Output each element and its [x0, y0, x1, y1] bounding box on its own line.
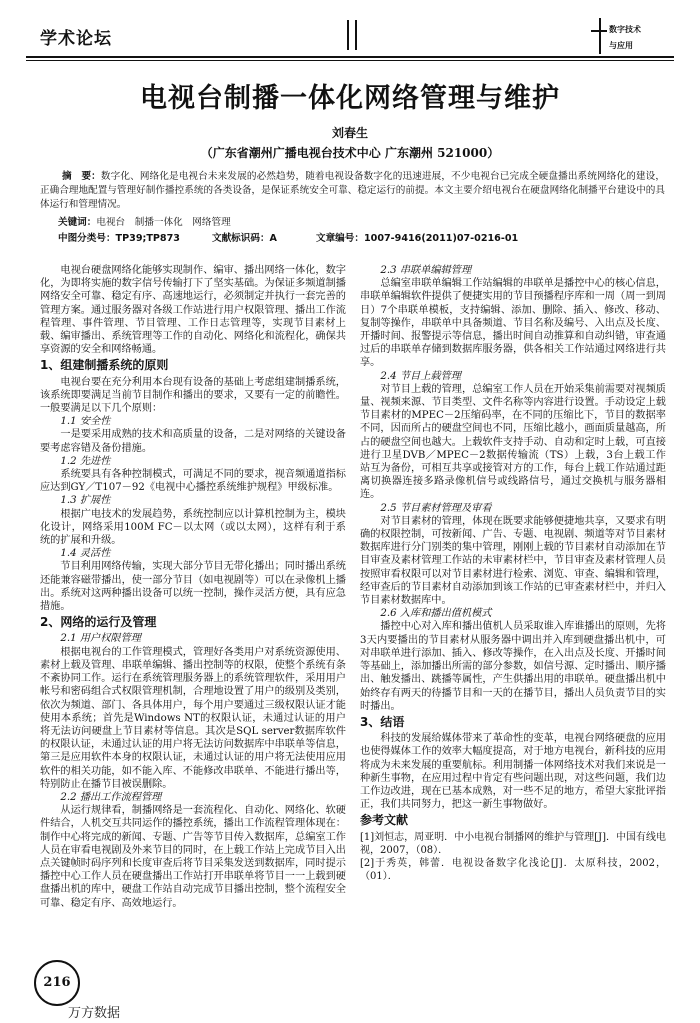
reference-item: [1]刘恒志，周亚明．中小电视台制播网的维护与管理[J]．中国有线电视，2007，（08）． — [360, 831, 666, 856]
subsection-heading: 1.4 灵活性 — [60, 548, 111, 560]
header-rule-thin — [26, 60, 674, 61]
subsection-heading: 2.3 串联单编辑管理 — [380, 265, 472, 276]
logo-line2: 与应用 — [609, 41, 633, 50]
page-number: 216 — [34, 960, 80, 1006]
keywords-text: 电视台 制播一体化 网络管理 — [96, 217, 231, 228]
header-rule — [26, 56, 674, 58]
paragraph: 科技的发展给媒体带来了革命性的变革，电视台网络硬盘的应用也使得媒体工作的效率大幅度提高，对于地方电视台，新科技的应用将成为未来发展的重要航标。利用制播一体网络技术对我们来说是一种新生事物，在应用过程中肯定有些问题出现，对这些问题，我们边工作边改进，现在已基本成熟，对一些不足的地方，希望大家批评指正，我们共同努力，把这一新生事物做好。 — [360, 733, 666, 811]
section-label: 学术论坛 — [40, 29, 112, 49]
subsection-heading: 1.1 安全性 — [60, 416, 111, 428]
section-heading: 2、网络的运行及管理 — [40, 615, 157, 630]
article-number: 文章编号：1007-9416(2011)07-0216-01 — [316, 233, 519, 244]
paragraph: 节目利用网络传输，实现大部分节目无带化播出；同时播出系统还能兼容磁带播出，使一部分节目（如电视剧等）可以在录像机上播出。系统对这两种播出设备可以统一控制，操作灵活方便，具有应急措施。 — [40, 561, 346, 613]
paragraph: 根据广电技术的发展趋势，系统控制应以计算机控制为主，模块化设计，网络采用100M FC－以太网（或以太网），这样有利于系统的扩展和升级。 — [40, 508, 346, 547]
journal-logo-icon — [585, 18, 675, 54]
paragraph: 对节目素材的管理，体现在既要求能够便捷地共享，又要求有明确的权限控制，可按新闻、广告、专题、电视剧、频道等对节目素材数据库进行分门别类的集中管理，刚刚上载的节目素材自动添加在节目审查及素材管理工作站的未审素材栏中，节目审查及素材管理人员按照审看权限可以对节目素材进行检索、浏览、审查、编辑和管理，经审查后的节目素材自动添加到该工作站的已审查素材栏中，并归入节目素材数据库中。 — [360, 515, 666, 607]
paragraph: 总编室串联单编辑工作站编辑的串联单是播控中心的核心信息，串联单编辑软件提供了便捷实用的节目预播程序库和一周（周一到周日）7个串联单模板，支持编辑、添加、删除、插入、修改、移动、复制等操作，串联单中具备频道、节目名称及编号、入出点及长度、开播时间、报警提示等信息，播出时间自动推算和自动纠错，审查通过后的串联单存储到数据库服务器，供各相关工作站通过网络进行共享。 — [360, 278, 666, 369]
section-heading: 1、组建制播系统的原则 — [40, 358, 169, 373]
paragraph: 对节目上载的管理，总编室工作人员在开始采集前需要对视频质量、视频来源、节目类型、文件名称等内容进行设置。手动设定上载节目素材的MPEC－2压缩码率，在不同的压缩比下，节目的数据率不同，因而所占的硬盘空间也不同，压缩比越小，画面质量越高，所占的硬盘空间也越大。上载软件支持手动、自动和定时上载，可直接进行卫星DVB／MPEC－2数据传输流（TS）上载，3台上载工作站互为备份，可相互共享或接管对方的工作，每台上载工作站通过距离切换器连接多路录像机信号或线路信号，通过交换机与服务器相连。 — [360, 383, 666, 501]
document-code: 文献标识码：A — [212, 233, 277, 244]
abstract-label: 摘 要： — [62, 171, 101, 182]
subsection-heading: 2.5 节目素材管理及审看 — [380, 502, 492, 514]
subsection-heading: 1.2 先进性 — [60, 455, 111, 467]
section-heading: 3、结语 — [360, 714, 405, 729]
right-column — [360, 264, 666, 883]
article-author: 刘春生 — [331, 126, 368, 140]
paragraph: 播控中心对入库和播出值机人员采取谁入库谁播出的原则，先将3天内要播出的节目素材从服务器中调出并入库到硬盘播出机中，可对串联单进行添加、插入、修改等操作，在入出点及长度、开播时间等基础上，添加播出所需的部分参数，如信号源、定时播出、顺序播出、触发播出、跳播等属性，产生供播出用的串联单。硬盘播出机中始终存有两天的待播节目和一天的在播节目，播出人员负责节目的实时播出。 — [360, 621, 666, 712]
subsection-heading: 2.6 入库和播出值机模式 — [380, 608, 492, 620]
intro-paragraph: 电视台硬盘网络化能够实现制作、编审、播出网络一体化，数字化，为即将实施的数字信号传输打下了坚实基础。为保证多频道制播网络安全可靠、稳定有序、高速地运行，必须制定并执行一套完善的管理方案。通过服务器对各级工作站进行用户权限管理、播出工作流程管理、事件管理、节目管理、工作日志管理等，实现节目素材上载、编审播出、系统管理等工作的自动化、网络化和流程化，确保共享资源的安全和网络畅通。 — [40, 265, 346, 356]
article-title: 电视台制播一体化网络管理与维护 — [140, 83, 560, 114]
footer-brand: 万方数据 — [68, 1006, 121, 1021]
paragraph: 从运行规律看，制播网络是一套流程化、自动化、网络化、软硬件结合，人机交互共同运作的播控系统，播出工作流程管理体现在：制作中心将完成的新闻、专题、广告等节目传入数据库，总编室工作人员在审看电视剧及外来节目的同时，在上载工作站上完成节目入出点关键帧时码序列和长度审查后将节目采集发送到数据库，同时提示播控中心工作人员在硬盘播出工作站打开串联单将节目一一上载到硬盘播出机的库中，硬盘工作站自动完成节目播出控制，整个流程安全可靠、稳定有序、高效地运行。 — [40, 805, 346, 909]
references-heading: 参考文献 — [360, 813, 409, 828]
subsection-heading: 2.2 播出工作流程管理 — [60, 791, 162, 803]
keywords-label: 关键词： — [58, 217, 97, 228]
article-affiliation: （广东省潮州广播电视台技术中心 广东潮州 521000） — [200, 146, 500, 160]
reference-item: [2]于秀英，韩蕾．电视设备数字化浅论[J]．太原科技，2002，（01）． — [360, 857, 666, 883]
clc-number: 中图分类号：TP39;TP873 — [58, 233, 180, 244]
paragraph: 电视台要在充分利用本台现有设备的基础上考虑组建制播系统，该系统即要满足当前节目制作和播出的要求，又要有一定的前瞻性。一般要满足以下几个原则： — [40, 376, 346, 415]
abstract-text: 数字化、网络化是电视台未来发展的必然趋势，随着电视设备数字化的迅速进展，不少电视台已完成全硬盘播出系统网络化的建设，正确合理地配置与管理好制作播控系统的各类设备，是保证系统安全可靠、稳定运行的前提。本文主要介绍电视台在硬盘网络化制播平台建设中的具体运行和管理情况。 — [40, 171, 666, 210]
subsection-heading: 2.4 节目上载管理 — [380, 370, 461, 382]
paragraph: 一是要采用成熟的技术和高质量的设备，二是对网络的关键设备要考虑容错及备份措施。 — [40, 429, 346, 454]
paragraph: 系统要具有各种控制模式，可满足不同的要求，视音频通道指标应达到GY／T107－92《电视中心播控系统维护规程》甲级标准。 — [40, 469, 346, 494]
subsection-heading: 1.3 扩展性 — [60, 495, 111, 507]
abstract — [40, 170, 665, 212]
left-column — [40, 264, 346, 910]
subsection-heading: 2.1 用户权限管理 — [60, 633, 141, 645]
header-decoration-bars — [347, 20, 363, 54]
paragraph: 根据电视台的工作管理模式，管理好各类用户对系统资源使用、素材上载及管理、串联单编辑、播出控制等的权限，使整个系统有条不紊协同工作。运行在系统管理服务器上的系统管理软件，采用用户帐号和密码组合式权限管理机制，合理地设置了用户的级别及类别，依次为频道、部门、各具体用户，每个用户要通过三级权限认证才能使用本系统；首先是Windows NT的权限认证，未通过认证的用户将无法访问硬盘上节目素材等信息。其次是SQL server数据库软件的权限认证，未通过认证的用户将无法访问数据库中串联单等信息，第三是应用软件本身的权限认证，未通过认证的用户将无法使用应用软件的相关功能，如不能入库、不能修改串联单、不能进行播出等，特别防止在播节目被误删除。 — [40, 646, 346, 790]
keywords — [58, 214, 231, 228]
logo-line1: 数字技术 — [609, 25, 641, 34]
